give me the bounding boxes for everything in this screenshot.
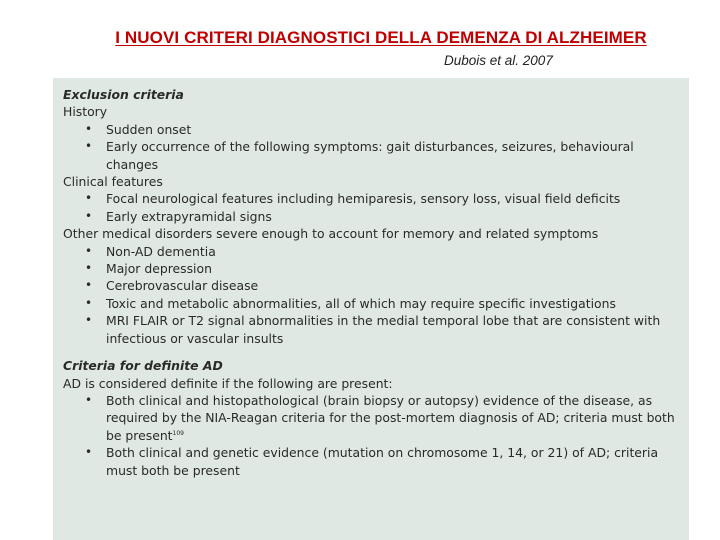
- list-item: • Toxic and metabolic abnormalities, all of which may require specific investigations: [63, 295, 679, 312]
- definite-list: [63, 392, 679, 479]
- definite-heading: Criteria for definite AD: [63, 358, 223, 374]
- history-list: [63, 121, 679, 173]
- citation: Dubois et al. 2007: [444, 53, 553, 68]
- list-item: • MRI FLAIR or T2 signal abnormalities in the medial temporal lobe that are consistent with infectious or vascular insults: [63, 312, 679, 347]
- list-item: • Early occurrence of the following symptoms: gait disturbances, seizures, behavioural changes: [63, 138, 679, 173]
- list-item: • Early extrapyramidal signs: [63, 208, 679, 225]
- list-item: [63, 392, 679, 444]
- criteria-panel: [53, 78, 689, 540]
- list-item: • Non-AD dementia: [63, 243, 679, 260]
- reference-number: 109: [172, 429, 184, 437]
- definite-intro: AD is considered definite if the following are present:: [63, 375, 393, 391]
- list-item: • Major depression: [63, 260, 679, 277]
- section-gap: [63, 347, 679, 357]
- list-item: • Sudden onset: [63, 121, 679, 138]
- clinical-features-label: Clinical features: [63, 174, 163, 190]
- definite-item-text: Both clinical and histopathological (brain biopsy or autopsy) evidence of the disease, as required by the NIA-Reagan criteria for the post-mortem diagnosis of AD; criteria must both be present: [106, 392, 675, 443]
- list-item: • Both clinical and genetic evidence (mutation on chromosome 1, 14, or 21) of AD; criteria must both be present: [63, 444, 679, 479]
- other-disorders-label: Other medical disorders severe enough to account for memory and related symptoms: [63, 226, 599, 242]
- clinical-features-list: [63, 190, 679, 225]
- exclusion-heading: Exclusion criteria: [63, 87, 184, 102]
- other-disorders-list: [63, 243, 679, 347]
- list-item: • Cerebrovascular disease: [63, 277, 679, 294]
- history-label: History: [63, 104, 108, 120]
- list-item: • Focal neurological features including hemiparesis, sensory loss, visual field deficits: [63, 190, 679, 207]
- slide-title: I NUOVI CRITERI DIAGNOSTICI DELLA DEMENZA DI ALZHEIMER: [115, 28, 647, 47]
